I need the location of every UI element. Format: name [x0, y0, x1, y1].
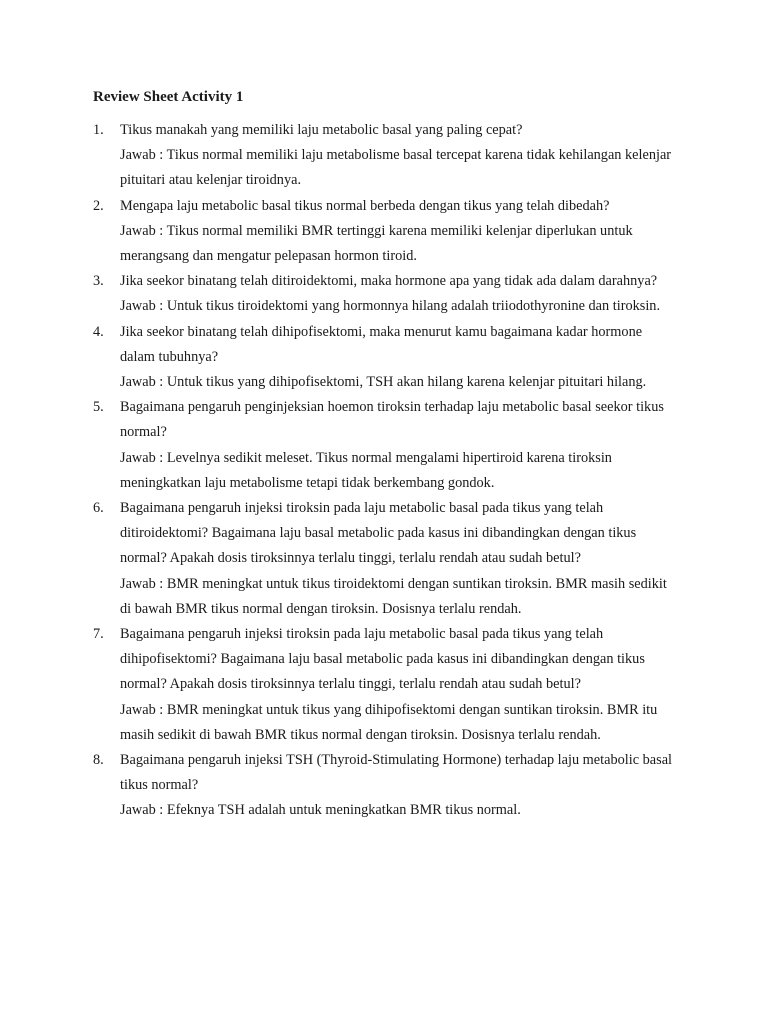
question-text: Bagaimana pengaruh penginjeksian hoemon tiroksin terhadap laju metabolic basal seekor tikus normal?: [120, 399, 664, 441]
question-number: 2.: [93, 197, 104, 214]
answer-text: Jawab : Tikus normal memiliki laju metabolisme basal tercepat karena tidak kehilangan kelenjar pituitari atau kelenjar tiroidnya.: [120, 147, 672, 189]
answer-text: Jawab : BMR meningkat untuk tikus yang dihipofisektomi dengan suntikan tiroksin. BMR itu masih sedikit di bawah BMR tikus normal dengan tiroksin. Dosisnya terlalu rendah.: [120, 701, 658, 743]
question-number: 4.: [93, 323, 104, 340]
question-item-4: [93, 320, 678, 396]
question-text: Bagaimana pengaruh injeksi tiroksin pada laju metabolic basal pada tikus yang telah dihipofisektomi? Bagaimana laju basal metabolic pada kasus ini dibandingkan dengan tikus normal? Apakah dosis tiroksinnya terlalu tinggi, terlalu rendah atau sudah betul?: [120, 626, 645, 693]
answer-text: Jawab : BMR meningkat untuk tikus tiroidektomi dengan suntikan tiroksin. BMR masih sedikit di bawah BMR tikus normal dengan tiroksin. Dosisnya terlalu rendah.: [120, 575, 667, 617]
question-text: Bagaimana pengaruh injeksi TSH (Thyroid-Stimulating Hormone) terhadap laju metabolic basal tikus normal?: [120, 752, 673, 794]
answer-text: Jawab : Untuk tikus tiroidektomi yang hormonnya hilang adalah triiodothyronine dan tiroksin.: [120, 298, 661, 315]
question-text: Bagaimana pengaruh injeksi tiroksin pada laju metabolic basal pada tikus yang telah ditiroidektomi? Bagaimana laju basal metabolic pada kasus ini dibandingkan dengan tikus normal? Apakah dosis tiroksinnya terlalu tinggi, terlalu rendah atau sudah betul?: [120, 500, 637, 567]
question-item-1: [93, 118, 678, 194]
question-item-2: [93, 194, 678, 270]
question-number: 1.: [93, 122, 104, 138]
question-item-3: [93, 269, 678, 319]
question-number: 7.: [93, 626, 104, 643]
question-text: Jika seekor binatang telah ditiroidektomi, maka hormone apa yang tidak ada dalam darahnya?: [120, 273, 658, 290]
question-text: Jika seekor binatang telah dihipofisektomi, maka menurut kamu bagaimana kadar hormone dalam tubuhnya?: [120, 323, 643, 365]
answer-text: Jawab : Tikus normal memiliki BMR tertinggi karena memiliki kelenjar diperlukan untuk merangsang dan mengatur pelepasan hormon tiroid.: [120, 222, 633, 265]
answer-text: Jawab : Efeknya TSH adalah untuk meningkatkan BMR tikus normal.: [120, 802, 521, 819]
question-text: Tikus manakah yang memiliki laju metabolic basal yang paling cepat?: [120, 122, 523, 138]
question-item-6: [93, 496, 678, 622]
answer-text: Jawab : Untuk tikus yang dihipofisektomi, TSH akan hilang karena kelenjar pituitari hilang.: [120, 374, 647, 391]
question-item-7: [93, 622, 678, 748]
question-number: 8.: [93, 752, 104, 769]
question-item-8: [93, 748, 678, 824]
question-list: [93, 118, 678, 824]
question-number: 6.: [93, 500, 104, 517]
question-number: 3.: [93, 273, 104, 290]
question-text: Mengapa laju metabolic basal tikus normal berbeda dengan tikus yang telah dibedah?: [120, 197, 610, 214]
question-item-5: [93, 395, 678, 496]
document-title: Review Sheet Activity 1: [93, 89, 244, 105]
question-number: 5.: [93, 399, 104, 416]
answer-text: Jawab : Levelnya sedikit meleset. Tikus normal mengalami hipertiroid karena tiroksin meningkatkan laju metabolisme tetapi tidak berkembang gondok.: [120, 449, 612, 491]
